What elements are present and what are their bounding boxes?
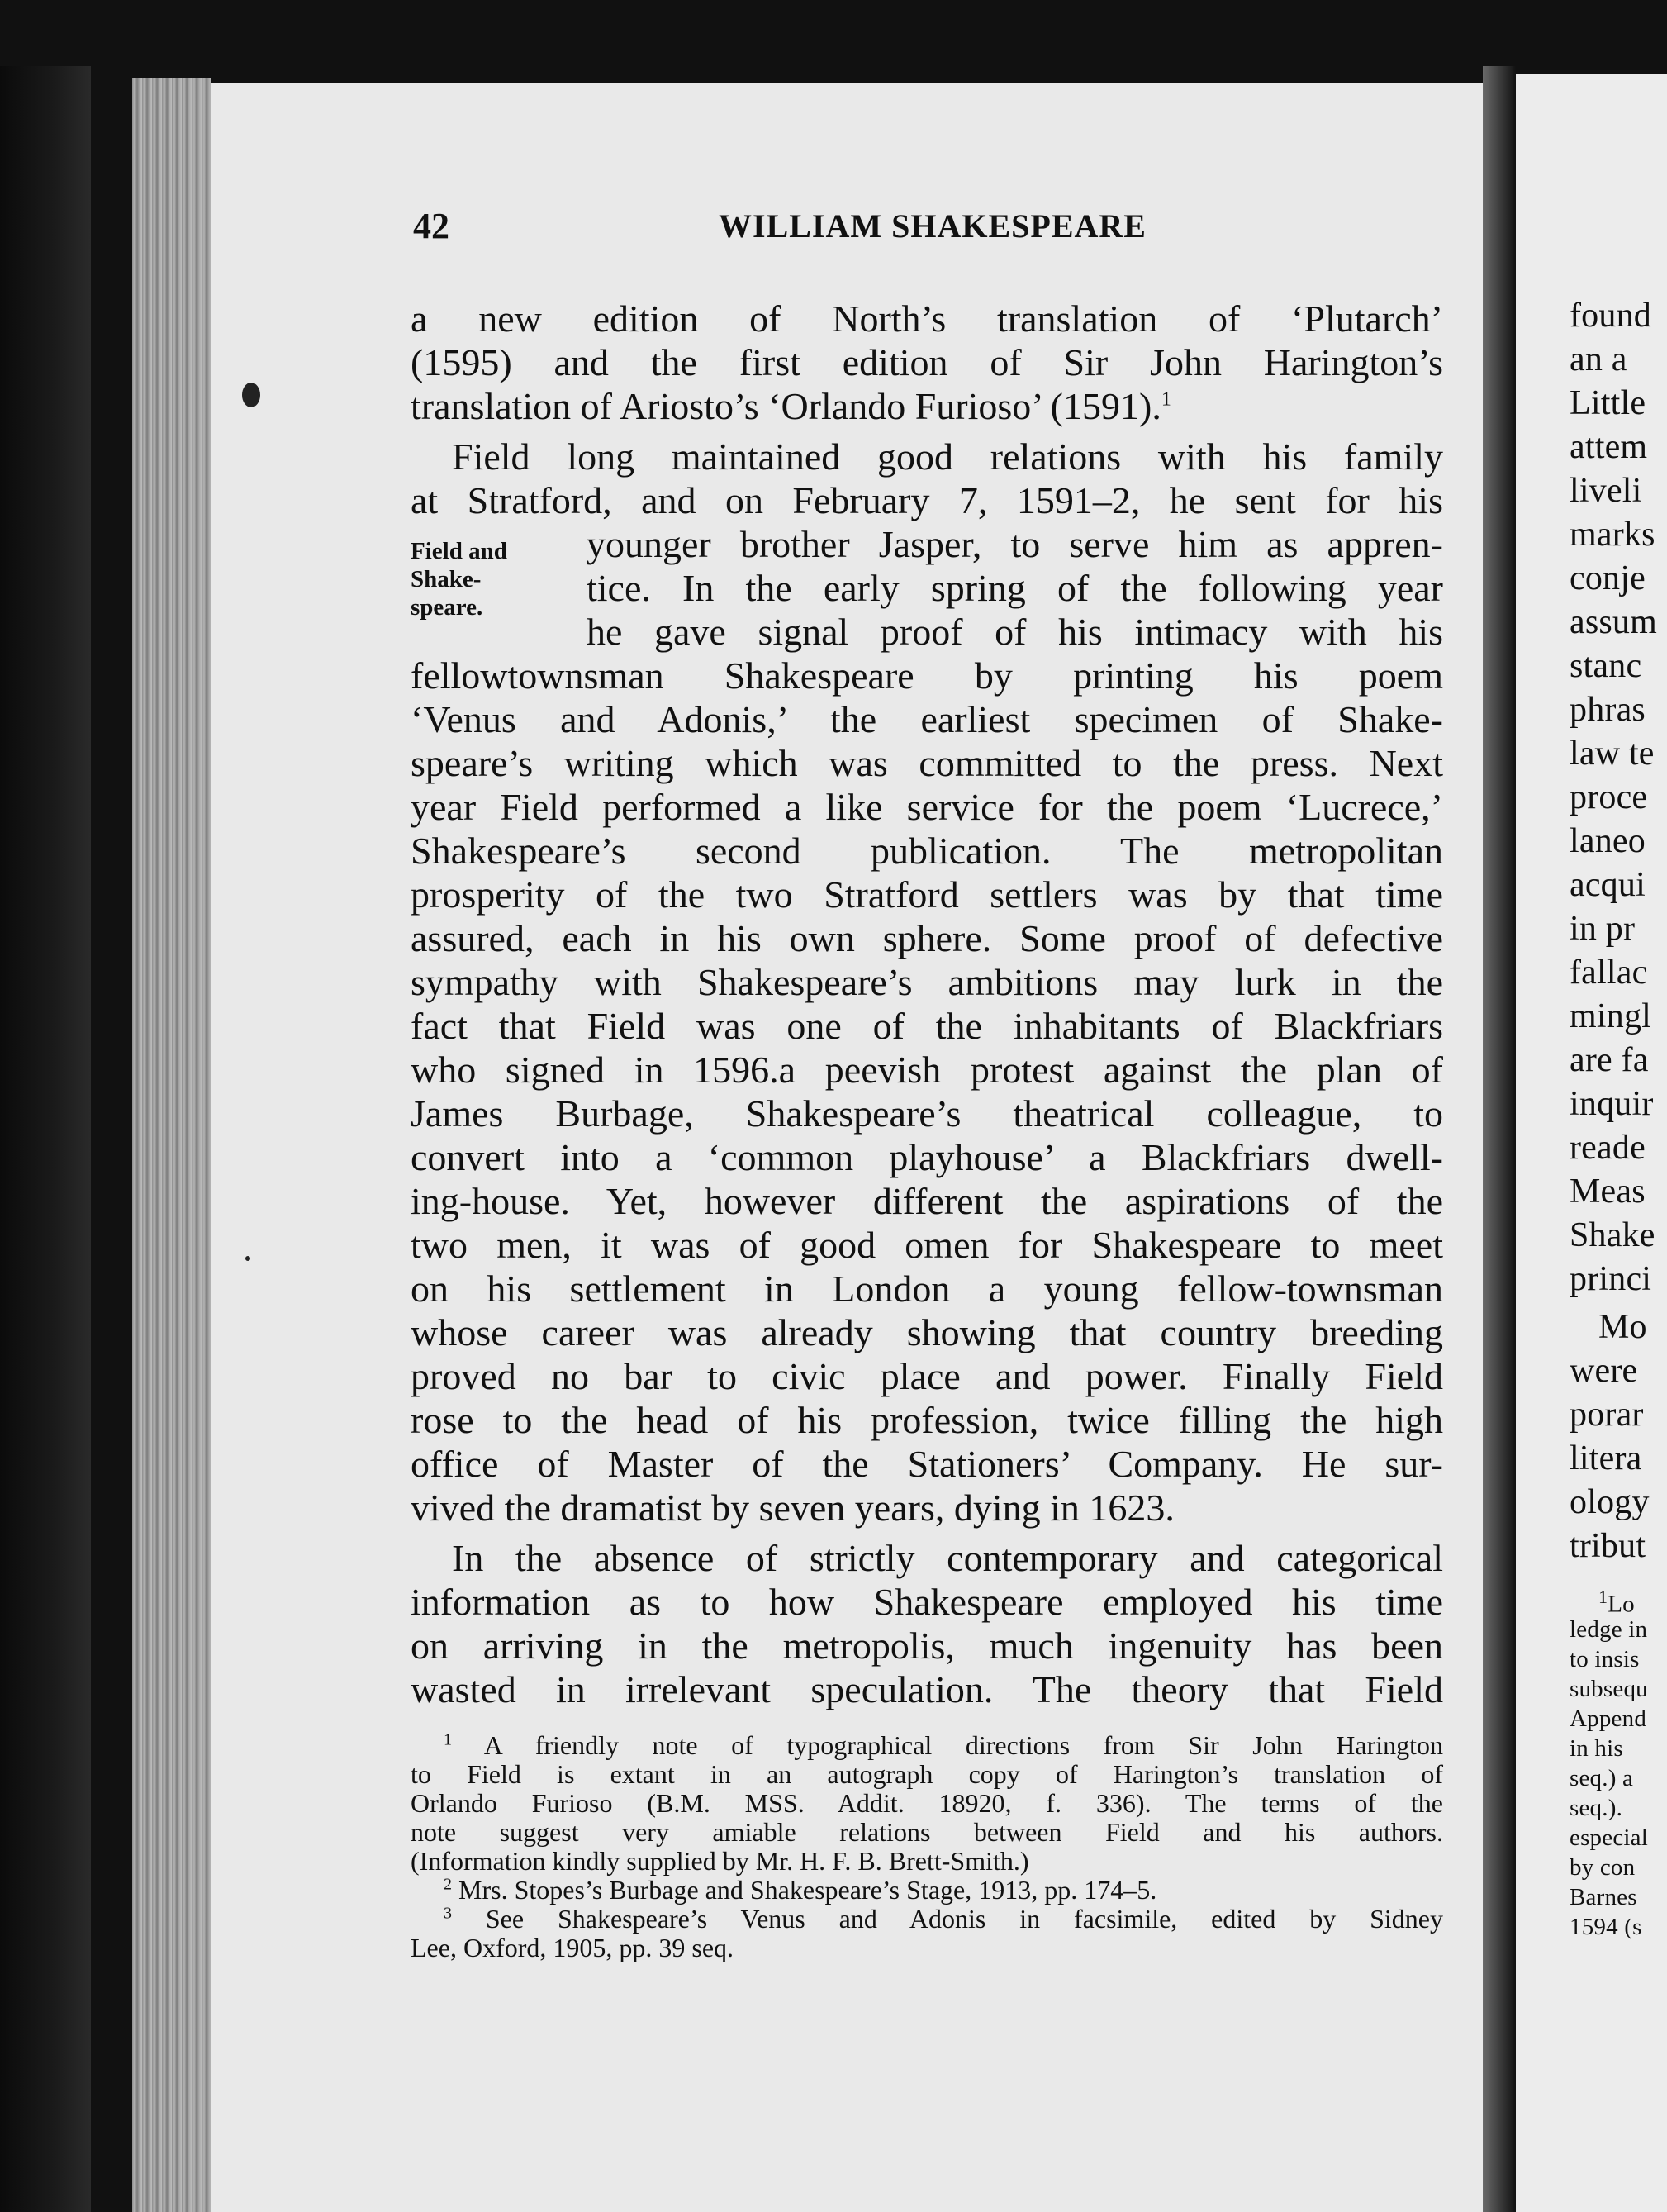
facing-line: assum <box>1570 603 1657 641</box>
body-line: speare’s writing which was committed to the press. Next <box>411 742 1443 784</box>
page-stack-edge <box>132 78 211 2212</box>
body-line: tice. In the early spring of the following year <box>587 567 1443 609</box>
facing-footnote-line: subsequ <box>1570 1676 1648 1702</box>
book-gutter <box>1483 66 1516 2212</box>
footnote-line: Lee, Oxford, 1905, pp. 39 seq. <box>411 1933 734 1962</box>
facing-line: an a <box>1570 340 1627 378</box>
body-line: ‘Venus and Adonis,’ the earliest specimen of Shake- <box>411 698 1443 740</box>
facing-line: in pr <box>1570 910 1636 948</box>
facing-line: Little <box>1570 384 1646 422</box>
facing-line: phras <box>1570 691 1646 729</box>
body-line: vived the dramatist by seven years, dying in 1623. <box>411 1487 1175 1529</box>
body-line: whose career was already showing that country breeding <box>411 1311 1443 1353</box>
facing-line: law te <box>1570 735 1655 773</box>
body-line: on his settlement in London a young fellow-townsman <box>411 1268 1443 1310</box>
margin-note-line: Shake- <box>411 566 482 592</box>
facing-footnote-line: Append <box>1570 1705 1647 1732</box>
body-line: at Stratford, and on February 7, 1591–2, he sent for his <box>411 479 1443 521</box>
running-head: WILLIAM SHAKESPEARE <box>719 207 1147 245</box>
facing-line: acqui <box>1570 866 1646 904</box>
facing-line: Mo <box>1598 1308 1647 1346</box>
facing-line: marks <box>1570 516 1655 554</box>
facing-footnote-line: especial <box>1570 1824 1648 1851</box>
facing-line: litera <box>1570 1439 1642 1477</box>
body-line: translation of Ariosto’s ‘Orlando Furioso’ (1591).$^1$ <box>411 385 1171 427</box>
facing-line: princi <box>1570 1260 1652 1298</box>
body-line: rose to the head of his profession, twice filling the high <box>411 1399 1443 1441</box>
body-line: information as to how Shakespeare employed his time <box>411 1581 1443 1623</box>
facing-footnote-line: ledge in <box>1570 1616 1648 1643</box>
facing-footnote-line: Barnes <box>1570 1884 1637 1910</box>
facing-line: Meas <box>1570 1173 1646 1211</box>
facing-line: proce <box>1570 778 1648 816</box>
body-line: In the absence of strictly contemporary and categorical <box>452 1537 1443 1579</box>
body-line: convert into a ‘common playhouse’ a Blackfriars dwell- <box>411 1136 1443 1178</box>
page-header <box>413 205 1446 254</box>
facing-line: liveli <box>1570 472 1642 510</box>
footnote-line: $^3$ See Shakespeare’s Venus and Adonis in facsimile, edited by Sidney <box>444 1904 1443 1934</box>
footnote-line: Orlando Furioso (B.M. MSS. Addit. 18920, f. 336). The terms of the <box>411 1788 1443 1818</box>
facing-line: were <box>1570 1352 1638 1390</box>
body-line: fact that Field was one of the inhabitants of Blackfriars <box>411 1005 1443 1047</box>
body-line: on arriving in the metropolis, much ingenuity has been <box>411 1625 1443 1667</box>
facing-footnote-line: $^1$Lo <box>1598 1586 1635 1618</box>
footnote-mark: 2 <box>444 1875 452 1894</box>
facing-line: reade <box>1570 1129 1646 1167</box>
footnote-mark: 1 <box>444 1730 452 1749</box>
scan-edge-shadow <box>0 66 91 2212</box>
body-line: proved no bar to civic place and power. Finally Field <box>411 1355 1443 1397</box>
footnote-line: note suggest very amiable relations between Field and his authors. <box>411 1817 1443 1847</box>
body-line: younger brother Jasper, to serve him as appren- <box>587 523 1443 565</box>
body-line: who signed in 1596.a peevish protest against the plan of <box>411 1049 1443 1091</box>
facing-footnote-line: seq.) a <box>1570 1765 1634 1791</box>
facing-line: fallac <box>1570 954 1648 992</box>
body-line: assured, each in his own sphere. Some proof of defective <box>411 917 1443 959</box>
facing-line: stanc <box>1570 647 1642 685</box>
body-line: he gave signal proof of his intimacy with his <box>587 611 1443 653</box>
footnote-line: (Information kindly supplied by Mr. H. F. B. Brett-Smith.) <box>411 1846 1029 1876</box>
page-number: 42 <box>413 206 449 246</box>
facing-line: ology <box>1570 1483 1650 1521</box>
margin-ink-mark <box>245 1256 250 1261</box>
body-line: year Field performed a like service for the poem ‘Lucrece,’ <box>411 786 1443 828</box>
footnote-ref: 1 <box>1161 388 1171 411</box>
facing-line: porar <box>1570 1396 1644 1434</box>
body-line: a new edition of North’s translation of ‘Plutarch’ <box>411 297 1443 340</box>
footnote-line: $^2$ Mrs. Stopes’s Burbage and Shakespeare’s Stage, 1913, pp. 174–5. <box>444 1875 1157 1905</box>
footnote-line: $^1$ A friendly note of typographical directions from Sir John Harington <box>444 1730 1444 1760</box>
margin-note <box>411 537 551 621</box>
facing-footnote-line: in his <box>1570 1735 1623 1762</box>
body-line: Field long maintained good relations with his family <box>452 435 1443 478</box>
facing-line: tribut <box>1570 1527 1646 1565</box>
facing-footnote-line: by con <box>1570 1854 1636 1881</box>
facing-line: Shake <box>1570 1216 1655 1254</box>
facing-line: conje <box>1570 559 1646 597</box>
body-line: wasted in irrelevant speculation. The theory that Field <box>411 1668 1443 1710</box>
facing-line: are fa <box>1570 1041 1649 1079</box>
footnote-line: to Field is extant in an autograph copy of Harington’s translation of <box>411 1759 1443 1789</box>
facing-footnote-line: to insis <box>1570 1646 1640 1672</box>
body-line: ing-house. Yet, however different the aspirations of the <box>411 1180 1443 1222</box>
body-line: (1595) and the first edition of Sir John Harington’s <box>411 341 1443 383</box>
body-line: fellowtownsman Shakespeare by printing his poem <box>411 654 1443 697</box>
facing-page <box>1516 74 1667 2212</box>
facing-line: laneo <box>1570 822 1646 860</box>
facing-line: inquir <box>1570 1085 1654 1123</box>
body-line: Shakespeare’s second publication. The metropolitan <box>411 830 1443 872</box>
margin-note-line: speare. <box>411 594 483 621</box>
body-line: James Burbage, Shakespeare’s theatrical colleague, to <box>411 1092 1443 1135</box>
facing-line: found <box>1570 297 1651 335</box>
body-line: office of Master of the Stationers’ Company. He sur- <box>411 1443 1443 1485</box>
facing-footnote-line: 1594 (s <box>1570 1914 1642 1940</box>
body-line: sympathy with Shakespeare’s ambitions may lurk in the <box>411 961 1443 1003</box>
facing-footnote-line: seq.). <box>1570 1795 1623 1821</box>
margin-ink-mark <box>242 383 260 407</box>
body-line: two men, it was of good omen for Shakespeare to meet <box>411 1224 1443 1266</box>
body-line: prosperity of the two Stratford settlers was by that time <box>411 873 1443 916</box>
footnote-mark: 3 <box>444 1904 452 1923</box>
margin-note-line: Field and <box>411 538 507 564</box>
facing-line: attem <box>1570 428 1648 466</box>
facing-line: mingl <box>1570 997 1652 1035</box>
